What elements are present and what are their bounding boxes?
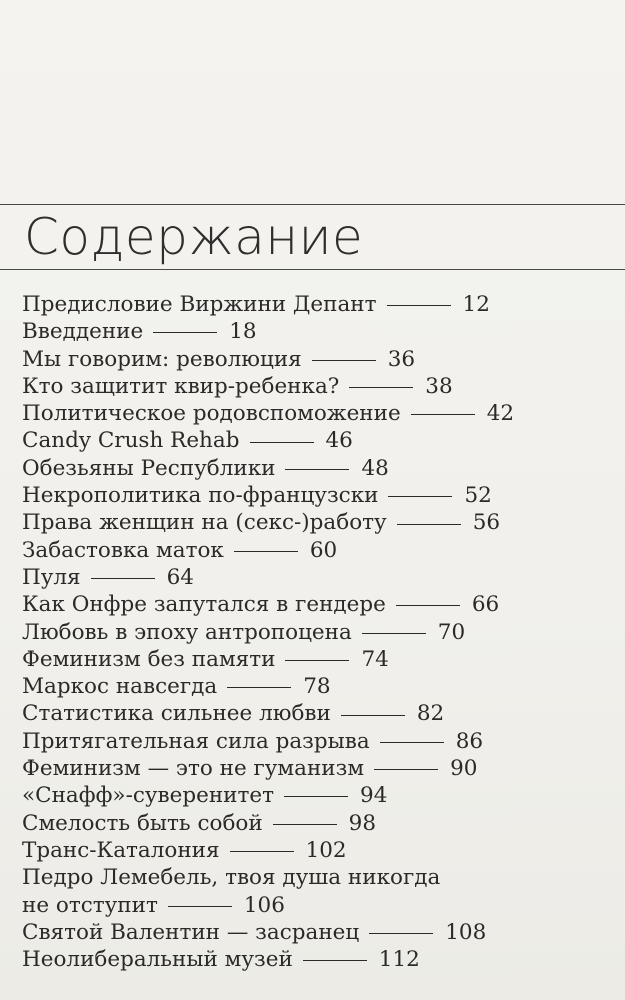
toc-entry-title: Мы говорим: революция (22, 346, 302, 372)
toc-entry-title: Введдение (22, 319, 144, 345)
toc-page-number: 46 (325, 428, 353, 454)
toc-entry-title: Транс-Каталония (22, 837, 220, 863)
toc-page-number: 66 (471, 592, 500, 618)
toc-entry (22, 346, 612, 373)
toc-page-number: 90 (450, 756, 478, 782)
toc-entry (22, 373, 612, 400)
toc-entry-title: Candy Crush Rehab (22, 428, 240, 454)
toc-entry (22, 810, 612, 837)
toc-leader-dash (153, 332, 217, 333)
toc-entry (22, 564, 612, 591)
toc-entry-title: Статистика сильнее любви (22, 701, 331, 727)
toc-entry-title: Политическое родовспоможение (22, 401, 401, 427)
toc-leader-dash (285, 469, 349, 470)
toc-entry (22, 864, 612, 919)
toc-leader-dash (285, 660, 349, 661)
toc-page-number: 52 (464, 483, 492, 509)
toc-entry-title: Маркос навсегда (22, 674, 218, 700)
toc-page-number: 74 (361, 646, 389, 672)
toc-entry-line2 (22, 892, 612, 919)
toc-entry (22, 509, 612, 536)
toc-page-number: 112 (378, 947, 420, 973)
heading-bottom-rule (0, 269, 625, 270)
toc-entry-title: Права женщин на (секс-)работу (22, 510, 387, 536)
toc-entry (22, 919, 612, 946)
toc-leader-dash (234, 551, 298, 552)
toc-leader-dash (387, 305, 451, 306)
toc-leader-dash (369, 933, 433, 934)
toc-page-number: 56 (472, 510, 501, 536)
toc-leader-dash (91, 578, 155, 579)
toc-entry (22, 400, 612, 427)
toc-entry (22, 646, 612, 673)
toc-leader-dash (388, 496, 452, 497)
toc-leader-dash (250, 442, 314, 443)
toc-entry (22, 427, 612, 454)
toc-entry-title: Некрополитика по-французски (22, 483, 379, 509)
toc-page-number: 70 (437, 619, 466, 645)
toc-entry-title: «Снафф»-суверенитет (22, 783, 275, 809)
toc-entry (22, 728, 612, 755)
toc-entry (22, 755, 612, 782)
toc-page-number: 64 (166, 564, 194, 590)
toc-leader-dash (227, 687, 291, 688)
toc-entry (22, 700, 612, 727)
toc-entry (22, 619, 612, 646)
toc-entry (22, 291, 612, 318)
toc-entry (22, 591, 612, 618)
toc-leader-dash (273, 824, 337, 825)
toc-page-number: 18 (229, 319, 257, 345)
toc-leader-dash (397, 524, 461, 525)
toc-page-number: 60 (309, 537, 338, 563)
toc-entry (22, 946, 612, 973)
table-of-contents (22, 291, 612, 973)
toc-entry-title: Предисловие Виржини Депант (22, 292, 377, 317)
toc-page-number: 106 (243, 892, 285, 918)
toc-page-number: 36 (387, 346, 416, 372)
toc-entry-title: Святой Валентин — засранец (22, 919, 360, 945)
toc-entry (22, 837, 612, 864)
toc-leader-dash (411, 414, 475, 415)
toc-entry (22, 455, 612, 482)
toc-entry (22, 537, 612, 564)
toc-page-number: 48 (361, 455, 389, 481)
toc-leader-dash (362, 633, 426, 634)
toc-entry (22, 673, 612, 700)
toc-entry-title: Неолиберальный музей (22, 947, 293, 973)
toc-page-number: 42 (486, 401, 515, 427)
toc-leader-dash (341, 715, 405, 716)
toc-entry-title: Обезьяны Республики (22, 455, 276, 481)
toc-leader-dash (230, 851, 294, 852)
toc-leader-dash (396, 605, 460, 606)
toc-leader-dash (374, 769, 438, 770)
toc-page-number: 98 (348, 810, 377, 836)
toc-entry (22, 482, 612, 509)
toc-leader-dash (168, 906, 232, 907)
toc-page-number: 78 (303, 674, 331, 700)
toc-entry-title: Как Онфре запутался в гендере (22, 592, 386, 618)
toc-entry-title: Феминизм без памяти (22, 646, 276, 672)
toc-entry (22, 782, 612, 809)
toc-leader-dash (284, 796, 348, 797)
toc-page-number: 38 (425, 373, 453, 399)
toc-leader-dash (312, 360, 376, 361)
toc-entry-title: Пуля (22, 564, 81, 590)
toc-page-number: 102 (305, 837, 347, 863)
toc-page-number: 12 (462, 292, 490, 317)
contents-heading: Содержание (24, 208, 364, 266)
toc-entry (22, 318, 612, 345)
toc-entry-title: Феминизм — это не гуманизм (22, 756, 365, 782)
toc-entry-title: Любовь в эпоху антропоцена (22, 619, 352, 645)
toc-entry-title-line1: Педро Лемебель, твоя душа никогда (22, 865, 441, 891)
toc-entry-title: Притягательная сила разрыва (22, 728, 370, 754)
toc-entry-title: Забастовка маток (22, 537, 224, 563)
toc-leader-dash (349, 387, 413, 388)
toc-page-number: 82 (416, 701, 445, 727)
toc-leader-dash (303, 960, 367, 961)
toc-entry-title-line2: не отступит (22, 892, 158, 918)
toc-page-number: 86 (455, 728, 484, 754)
toc-leader-dash (380, 742, 444, 743)
toc-page-number: 108 (445, 919, 487, 945)
toc-page-number: 94 (360, 783, 388, 809)
toc-entry-title: Кто защитит квир-ребенка? (22, 373, 340, 399)
toc-entry-title: Смелость быть собой (22, 810, 263, 836)
